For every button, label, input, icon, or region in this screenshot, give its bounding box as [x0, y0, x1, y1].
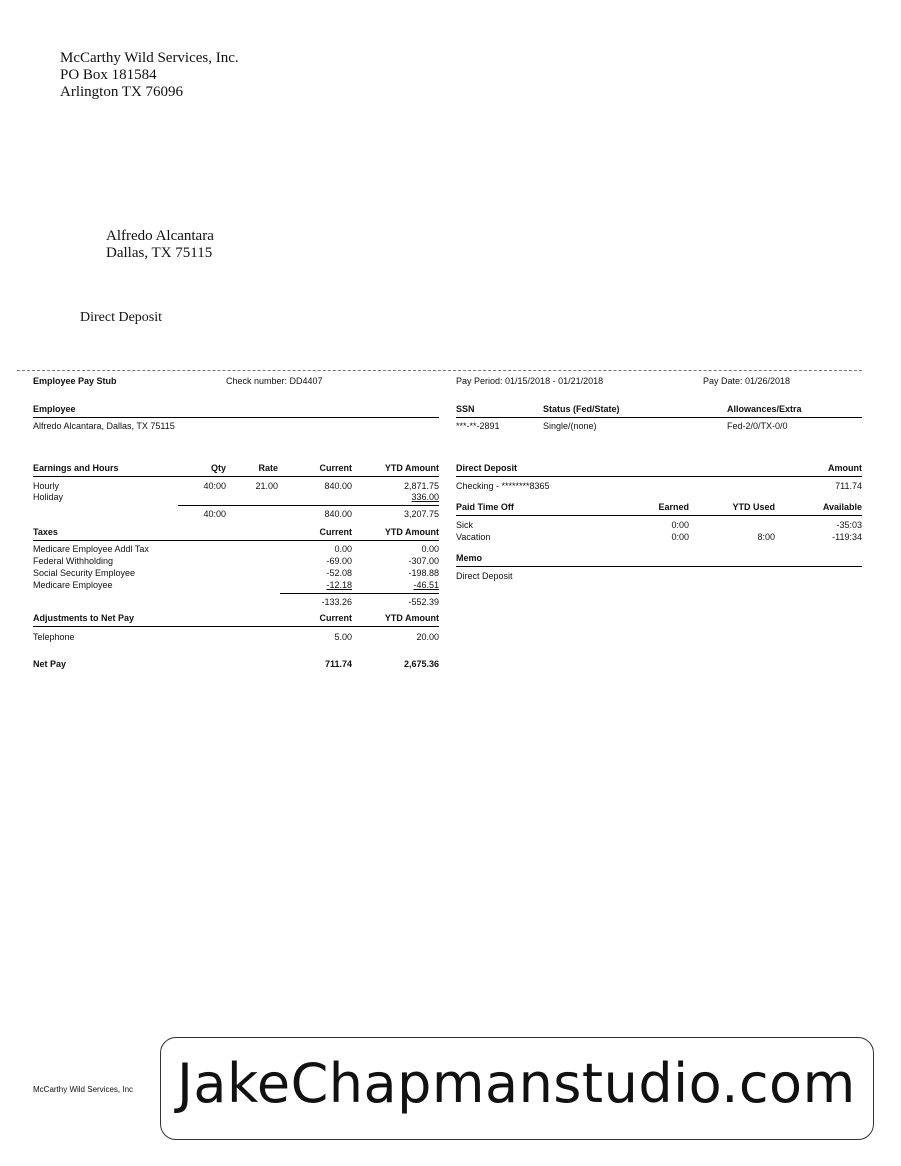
deposit-amount: 711.74: [835, 481, 862, 491]
adjustment-row-current: 5.00: [334, 632, 352, 642]
adjustments-current-header: Current: [319, 613, 352, 623]
employee-rule: [33, 417, 439, 418]
status-header: Status (Fed/State): [543, 404, 620, 414]
pto-earned-header: Earned: [658, 502, 689, 512]
earnings-rate-header: Rate: [258, 463, 278, 473]
tax-row-label: Federal Withholding: [33, 556, 114, 566]
pto-row-earned: 0:00: [671, 520, 689, 530]
earnings-total-current: 840.00: [324, 509, 352, 519]
employee-city: Dallas, TX 75115: [106, 245, 213, 261]
tax-row-ytd: 0.00: [421, 544, 439, 554]
pto-row-available: -35:03: [836, 520, 862, 530]
earnings-current-header: Current: [319, 463, 352, 473]
tax-row-current: -69.00: [326, 556, 352, 566]
taxes-total-current: -133.26: [321, 597, 352, 607]
taxes-total-ytd: -552.39: [408, 597, 439, 607]
allowances-value: Fed-2/0/TX-0/0: [727, 421, 788, 431]
pto-used-header: YTD Used: [732, 502, 775, 512]
tax-row-label: Medicare Employee: [33, 580, 113, 590]
earnings-row-label: Holiday: [33, 492, 64, 502]
tax-row-label: Social Security Employee: [33, 568, 136, 578]
pay-period: Pay Period: 01/15/2018 - 01/21/2018: [456, 376, 604, 386]
watermark-box: [160, 1037, 874, 1140]
taxes-current-header: Current: [319, 527, 352, 537]
ssn-header: SSN: [456, 404, 475, 414]
earnings-ytd-header: YTD Amount: [384, 463, 439, 473]
earnings-total-rule: [178, 505, 439, 506]
ssn-value: ***-**-2891: [456, 421, 500, 431]
footer-company: McCarthy Wild Services, Inc: [33, 1085, 134, 1094]
earnings-row-label: Hourly: [33, 481, 60, 491]
pto-row-available: -119:34: [832, 532, 862, 542]
adjustment-row-label: Telephone: [33, 632, 75, 642]
memo-text: Direct Deposit: [456, 571, 513, 581]
allowances-header: Allowances/Extra: [727, 404, 802, 414]
pto-header: Paid Time Off: [456, 502, 514, 512]
pto-rule: [456, 515, 862, 516]
tax-row-ytd: -198.88: [408, 568, 439, 578]
tax-row-current: -12.18: [326, 580, 352, 590]
company-address-line1: PO Box 181584: [60, 67, 157, 83]
direct-deposit-header: Direct Deposit: [456, 463, 518, 473]
pto-row-label: Sick: [456, 520, 474, 530]
adjustment-row-ytd: 20.00: [416, 632, 439, 642]
ssn-rule: [456, 417, 862, 418]
taxes-rule: [33, 540, 439, 541]
tax-row-label: Medicare Employee Addl Tax: [33, 544, 149, 554]
memo-header: Memo: [456, 553, 483, 563]
pto-row-used: 8:00: [757, 532, 775, 542]
employee-header: Employee: [33, 404, 76, 414]
net-pay-ytd: 2,675.36: [403, 659, 439, 669]
earnings-row-current: 840.00: [324, 481, 352, 491]
company-address-line2: Arlington TX 76096: [60, 84, 184, 100]
pay-date: Pay Date: 01/26/2018: [703, 376, 791, 386]
earnings-row-rate: 21.00: [255, 481, 278, 491]
deposit-label: Direct Deposit: [80, 310, 163, 325]
earnings-row-ytd: 336.00: [411, 492, 439, 502]
tax-row-current: -52.08: [326, 568, 352, 578]
pto-row-label: Vacation: [456, 532, 491, 542]
status-value: Single/(none): [543, 421, 597, 431]
adjustments-ytd-header: YTD Amount: [384, 613, 439, 623]
employee-value: Alfredo Alcantara, Dallas, TX 75115: [33, 421, 175, 431]
taxes-ytd-header: YTD Amount: [384, 527, 439, 537]
company-name: McCarthy Wild Services, Inc.: [60, 50, 239, 66]
watermark-text: JakeChapmanstudio.com: [177, 1052, 856, 1115]
taxes-header: Taxes: [33, 527, 58, 537]
tax-row-current: 0.00: [334, 544, 352, 554]
net-pay-current: 711.74: [324, 659, 352, 669]
stub-title: Employee Pay Stub: [33, 376, 117, 386]
earnings-row-ytd: 2,871.75: [403, 481, 439, 491]
earnings-rule: [33, 476, 439, 477]
earnings-total-qty: 40:00: [203, 509, 226, 519]
tax-row-ytd: -46.51: [413, 580, 439, 590]
earnings-header: Earnings and Hours: [33, 463, 119, 473]
employee-address: [106, 228, 214, 262]
pto-available-header: Available: [822, 502, 862, 512]
direct-deposit-rule: [456, 476, 862, 477]
pto-row-earned: 0:00: [671, 532, 689, 542]
tear-line: [17, 370, 862, 371]
net-pay-label: Net Pay: [33, 659, 67, 669]
check-number: Check number: DD4407: [226, 376, 323, 386]
taxes-total-rule: [280, 593, 439, 594]
deposit-account: Checking - ********8365: [456, 481, 550, 491]
memo-rule: [456, 566, 862, 567]
adjustments-header: Adjustments to Net Pay: [33, 613, 135, 623]
earnings-qty-header: Qty: [210, 463, 226, 473]
tax-row-ytd: -307.00: [408, 556, 439, 566]
earnings-row-qty: 40:00: [203, 481, 226, 491]
earnings-total-ytd: 3,207.75: [403, 509, 439, 519]
adjustments-rule: [33, 626, 439, 627]
direct-deposit-amount-header: Amount: [828, 463, 862, 473]
employee-name: Alfredo Alcantara: [106, 228, 214, 244]
company-address: [60, 50, 239, 101]
